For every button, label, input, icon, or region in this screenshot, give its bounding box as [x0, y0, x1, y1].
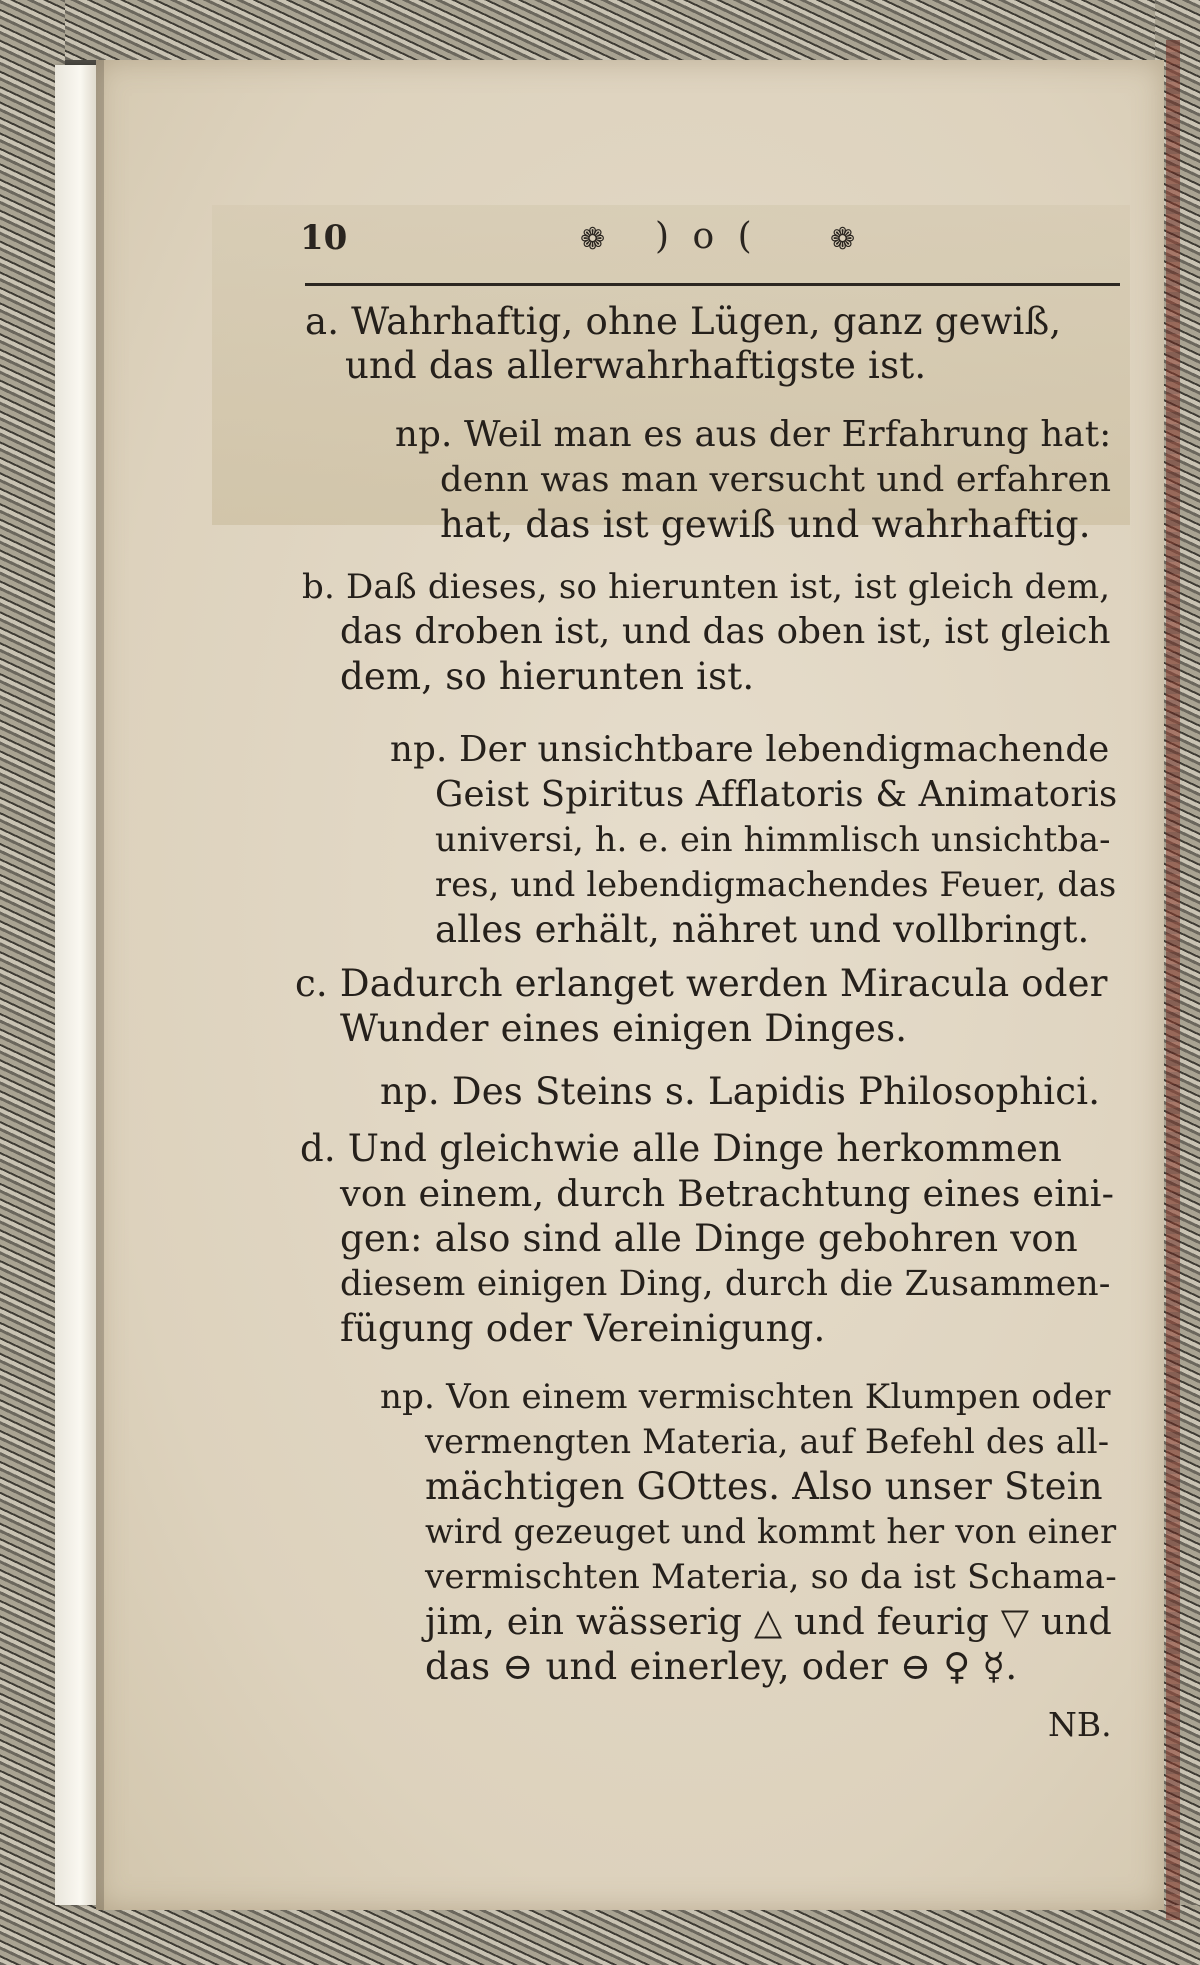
header-brackets: ) o ( — [655, 216, 758, 257]
text-line: das droben ist, und das oben ist, ist gleich — [340, 611, 1111, 652]
text-line: jim, ein wässerig △ und feurig ▽ und — [425, 1600, 1112, 1643]
catchword: NB. — [1048, 1705, 1112, 1744]
running-header — [300, 218, 1118, 278]
page-gutter-shadow — [96, 60, 104, 1910]
text-line: von einem, durch Betrachtung eines eini- — [340, 1172, 1115, 1215]
text-line: und das allerwahrhaftigste ist. — [345, 344, 927, 387]
text-line: das ⊖ und einerley, oder ⊖ ♀ ☿. — [425, 1645, 1018, 1688]
text-line: res, und lebendigmachendes Feuer, das — [435, 865, 1117, 904]
book-cover-marbling-top — [0, 0, 1200, 60]
text-line: a. Wahrhaftig, ohne Lügen, ganz gewiß, — [305, 300, 1062, 343]
book-cover-marbling-bottom — [0, 1905, 1200, 1965]
text-line: dem, so hierunten ist. — [340, 655, 755, 698]
text-line: b. Daß dieses, so hierunten ist, ist gleich dem, — [302, 567, 1111, 607]
text-line: vermengten Materia, auf Befehl des all- — [425, 1422, 1110, 1461]
text-line: np. Von einem vermischten Klumpen oder — [380, 1377, 1111, 1417]
text-line: np. Weil man es aus der Erfahrung hat: — [395, 414, 1112, 455]
text-line: np. Des Steins s. Lapidis Philosophici. — [380, 1070, 1101, 1113]
flyleaf-edge — [55, 65, 97, 1905]
text-line: mächtigen GOttes. Also unser Stein — [425, 1465, 1103, 1508]
text-line: vermischten Materia, so da ist Schama- — [425, 1557, 1117, 1597]
text-line: fügung oder Vereinigung. — [340, 1307, 826, 1350]
page-edge-ribbon — [1166, 40, 1180, 1920]
text-line: alles erhält, nähret und vollbringt. — [435, 908, 1090, 951]
text-line: hat, das ist gewiß und wahrhaftig. — [440, 503, 1091, 546]
text-line: np. Der unsichtbare lebendigmachende — [390, 729, 1110, 770]
text-line: c. Dadurch erlanget werden Miracula oder — [295, 962, 1108, 1005]
text-line: Wunder eines einigen Dinges. — [340, 1007, 908, 1050]
text-line: d. Und gleichwie alle Dinge herkommen — [300, 1127, 1063, 1170]
text-line: wird gezeuget und kommt her von einer — [425, 1512, 1117, 1551]
text-line: gen: also sind alle Dinge gebohren von — [340, 1217, 1078, 1260]
text-line: denn was man versucht und erfahren — [440, 460, 1112, 500]
text-line: diesem einigen Ding, durch die Zusammen- — [340, 1264, 1111, 1304]
header-rule — [305, 283, 1120, 286]
flower-ornament-icon: ❁ — [580, 222, 606, 257]
text-line: Geist Spiritus Afflatoris & Animatoris — [435, 774, 1118, 815]
text-line: universi, h. e. ein himmlisch unsichtba- — [435, 820, 1111, 859]
flower-ornament-icon: ❁ — [830, 222, 856, 257]
page-number: 10 — [300, 218, 348, 258]
